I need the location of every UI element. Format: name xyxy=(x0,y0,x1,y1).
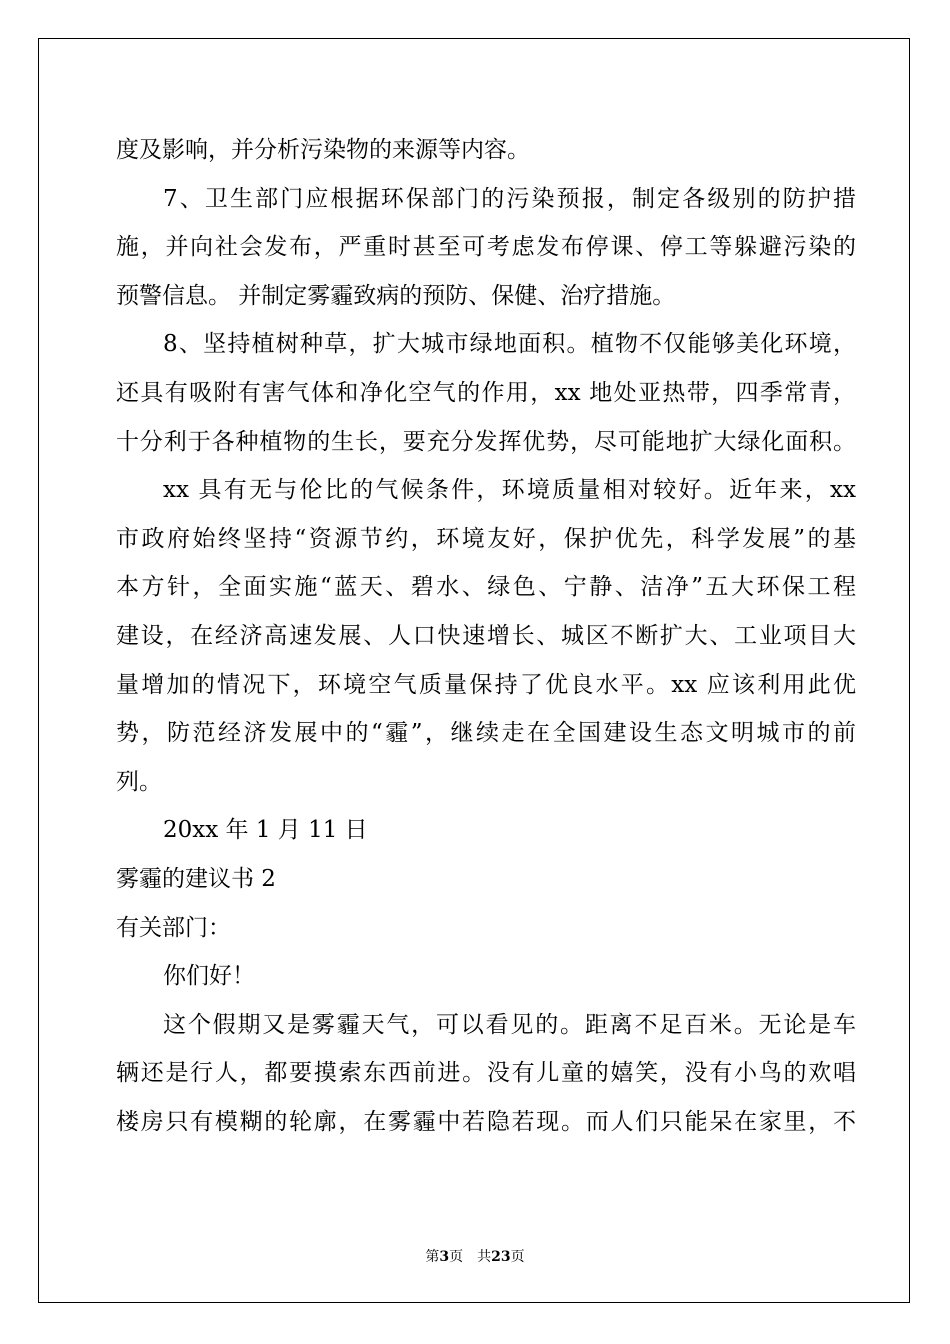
paragraph-line: 8、坚持植树种草，扩大城市绿地面积。植物不仅能够美化环境， xyxy=(163,331,856,358)
paragraph-line: 市政府始终坚持“资源节约，环境友好，保护优先，科学发展”的基 xyxy=(116,525,856,552)
paragraph-line: xx 具有无与伦比的气候条件，环境质量相对较好。近年来，xx xyxy=(163,477,856,504)
document-body xyxy=(116,126,856,1146)
greeting: 你们好！ xyxy=(163,963,255,990)
paragraph-line: 施，并向社会发布，严重时甚至可考虑发布停课、停工等躲避污染的 xyxy=(116,234,856,261)
page-number: 3 xyxy=(439,1249,450,1265)
paragraph-line: 还具有吸附有害气体和净化空气的作用，xx 地处亚热带，四季常青， xyxy=(116,379,856,406)
paragraph-line: 辆还是行人，都要摸索东西前进。没有儿童的嬉笑，没有小鸟的欢唱 xyxy=(116,1060,856,1087)
paragraph-line: 列。 xyxy=(116,768,162,795)
salutation: 有关部门： xyxy=(116,914,231,941)
section-title: 雾霾的建议书 2 xyxy=(116,865,276,892)
total-pages: 23 xyxy=(491,1249,511,1265)
paragraph-line: 建设，在经济高速发展、人口快速增长、城区不断扩大、工业项目大 xyxy=(116,622,856,649)
total-prefix: 共 xyxy=(477,1249,492,1265)
paragraph-line: 量增加的情况下，环境空气质量保持了优良水平。xx 应该利用此优 xyxy=(116,671,856,698)
paragraph-line: 本方针，全面实施“蓝天、碧水、绿色、宁静、洁净”五大环保工程 xyxy=(116,574,856,601)
page-suffix: 页 xyxy=(449,1249,464,1265)
paragraph-line: 这个假期又是雾霾天气，可以看见的。距离不足百米。无论是车 xyxy=(163,1011,856,1038)
total-suffix: 页 xyxy=(510,1249,525,1265)
paragraph-line: 楼房只有模糊的轮廓，在雾霾中若隐若现。而人们只能呆在家里，不 xyxy=(116,1108,856,1135)
paragraph-line: 7、卫生部门应根据环保部门的污染预报，制定各级别的防护措 xyxy=(163,185,856,212)
paragraph-line: 十分利于各种植物的生长，要充分发挥优势，尽可能地扩大绿化面积。 xyxy=(116,428,856,455)
page-footer xyxy=(0,1246,950,1266)
paragraph-line: 预警信息。 并制定雾霾致病的预防、保健、治疗措施。 xyxy=(116,282,676,309)
paragraph-line: 度及影响，并分析污染物的来源等内容。 xyxy=(116,137,530,163)
paragraph-line: 势，防范经济发展中的“霾”，继续走在全国建设生态文明城市的前 xyxy=(116,720,856,747)
date-line: 20xx 年 1 月 11 日 xyxy=(163,817,368,844)
page-prefix: 第 xyxy=(425,1249,440,1265)
